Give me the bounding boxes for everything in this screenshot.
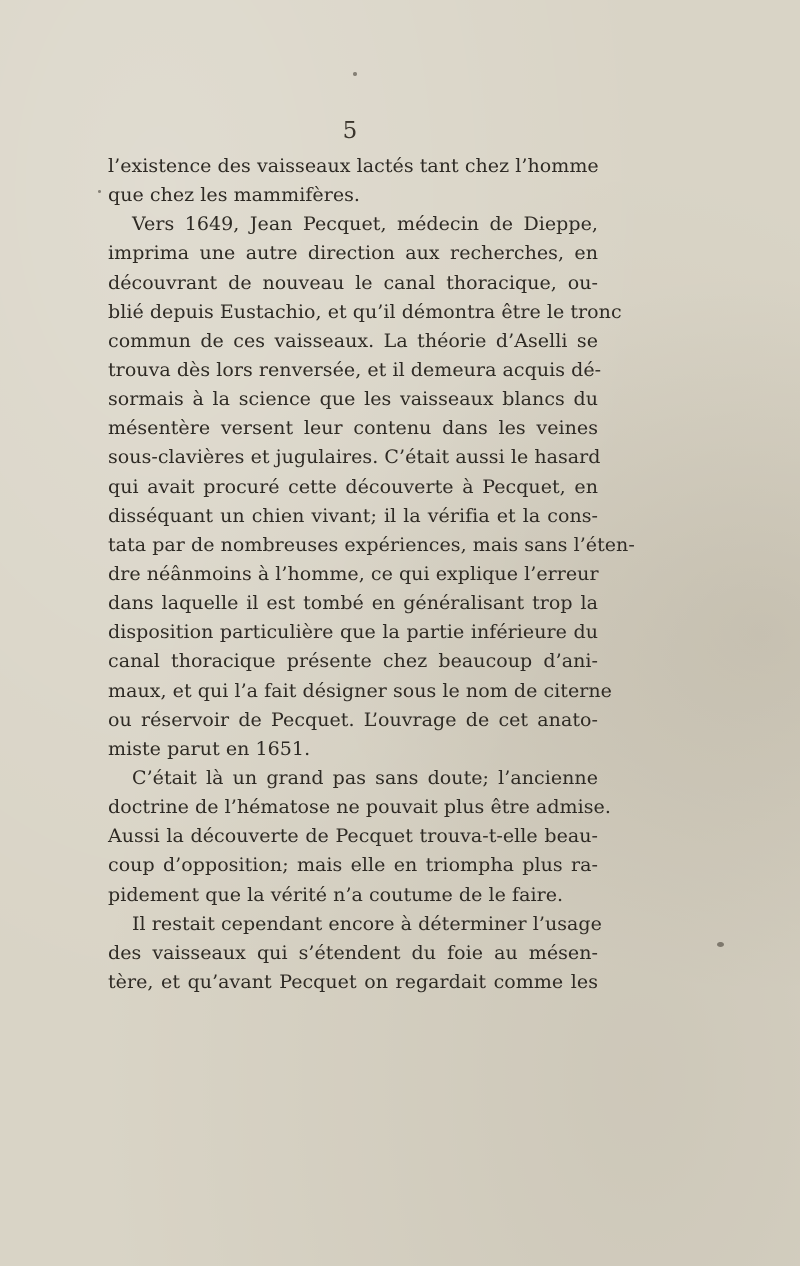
text-line: des vaisseaux qui s’étendent du foie au mésen- [108,941,598,964]
text-line: imprima une autre direction aux recherches, en [108,242,598,265]
text-line: coup d’opposition; mais elle en triompha plus ra- [108,854,598,877]
text-line: doctrine de l’hématose ne pouvait plus être admise. [108,796,611,819]
text-line: Aussi la découverte de Pecquet trouva-t-elle beau- [108,825,598,848]
text-line: sous-clavières et jugulaires. C’était aussi le hasard [108,446,601,469]
paper-speck [353,72,357,76]
body-text [108,152,635,997]
text-line: découvrant de nouveau le canal thoracique, ou- [108,271,598,294]
text-line: blié depuis Eustachio, et qu’il démontra être le tronc [108,300,622,323]
text-line: que chez les mammifères. [108,184,361,207]
text-line: miste parut en 1651. [108,737,311,760]
text-line: commun de ces vaisseaux. La théorie d’Aselli se [108,329,598,352]
text-line: tère, et qu’avant Pecquet on regardait comme les [108,970,598,993]
text-line: qui avait procuré cette découverte à Pecquet, en [108,475,598,498]
paper-speck [717,942,724,947]
text-line: canal thoracique présente chez beaucoup d’ani- [108,650,598,673]
page-number: 5 [342,118,358,144]
text-line: pidement que la vérité n’a coutume de le faire. [108,883,564,906]
text-line: dre néânmoins à l’homme, ce qui explique l’erreur [108,562,599,585]
text-line: dans laquelle il est tombé en généralisant trop la [108,592,598,615]
text-line: mésentère versent leur contenu dans les veines [108,417,598,440]
text-line: ou réservoir de Pecquet. L’ouvrage de cet anato- [108,708,598,731]
text-line: disséquant un chien vivant; il la vérifia et la cons- [108,504,598,527]
text-line: C’était là un grand pas sans doute; l’ancienne [132,766,598,789]
text-line: Vers 1649, Jean Pecquet, médecin de Dieppe, [132,213,598,236]
text-line: tata par de nombreuses expériences, mais sans l’éten- [108,533,635,556]
text-line: sormais à la science que les vaisseaux blancs du [108,388,598,411]
text-line: maux, et qui l’a fait désigner sous le nom de citerne [108,679,612,702]
text-line: Il restait cependant encore à déterminer l’usage [132,912,602,935]
text-line: disposition particulière que la partie inférieure du [108,621,598,644]
paper-speck [98,190,101,193]
text-line: l’existence des vaisseaux lactés tant chez l’homme [108,155,599,177]
text-line: trouva dès lors renversée, et il demeura acquis dé- [108,358,602,381]
